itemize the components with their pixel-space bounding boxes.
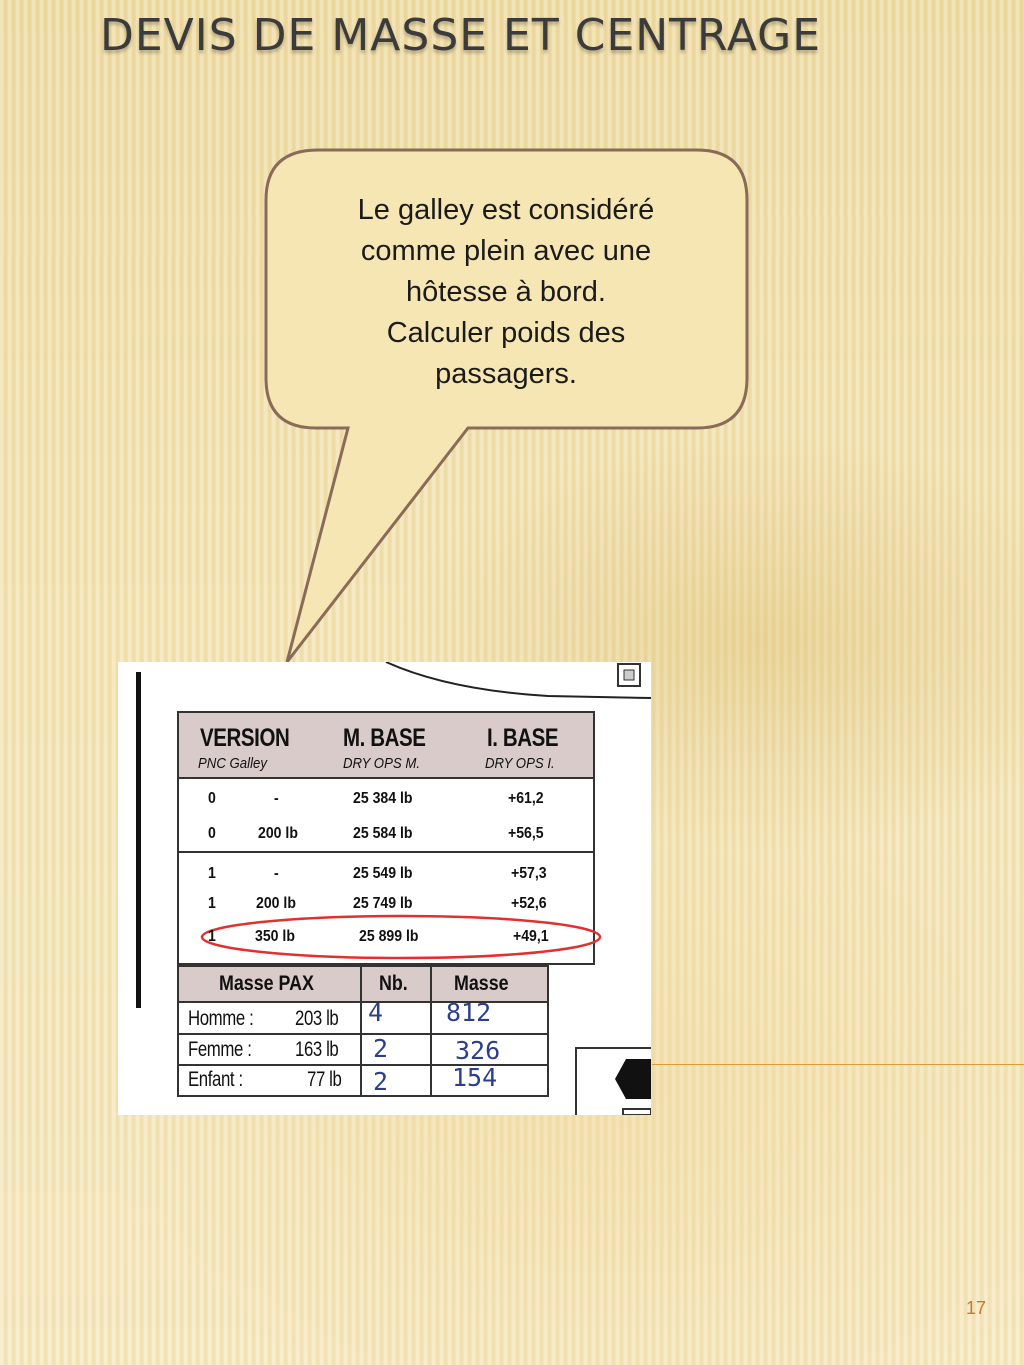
cell-pnc: 1 — [208, 928, 216, 945]
subheader-dry-ops-i: DRY OPS I. — [485, 755, 555, 772]
cell-i-base: +57,3 — [511, 865, 547, 882]
cell-galley: - — [274, 790, 279, 807]
pax-mass-enfant: 154 — [452, 1063, 498, 1092]
subheader-dry-ops-m: DRY OPS M. — [343, 755, 421, 772]
pax-label-homme: Homme : — [188, 1007, 254, 1030]
callout-line: hôtesse à bord. — [406, 276, 606, 308]
header-m-base: M. BASE — [343, 724, 426, 752]
header-version: VERSION — [200, 724, 290, 752]
cell-m-base: 25 584 lb — [353, 825, 413, 842]
pax-weight-enfant: 77 lb — [307, 1068, 342, 1091]
cell-i-base: +61,2 — [508, 790, 544, 807]
header-masse: Masse — [454, 972, 509, 995]
cell-pnc: 0 — [208, 790, 216, 807]
page-number: 17 — [966, 1298, 987, 1318]
cell-galley: 200 lb — [256, 895, 296, 912]
aircraft-outline-curve — [386, 662, 651, 698]
cell-galley: 200 lb — [258, 825, 298, 842]
pax-weight-femme: 163 lb — [295, 1038, 339, 1061]
header-nb: Nb. — [379, 972, 408, 995]
cell-pnc: 0 — [208, 825, 216, 842]
cell-pnc: 1 — [208, 865, 216, 882]
pax-count-homme: 4 — [368, 998, 384, 1027]
callout-text — [290, 190, 722, 395]
cell-i-base: +49,1 — [513, 928, 549, 945]
subheader-pnc-galley: PNC Galley — [198, 755, 267, 772]
callout-line: Le galley est considéré — [357, 194, 655, 226]
pax-label-femme: Femme : — [188, 1038, 252, 1061]
cell-m-base: 25 899 lb — [359, 928, 419, 945]
pax-count-enfant: 2 — [373, 1067, 389, 1096]
pax-count-femme: 2 — [373, 1034, 389, 1063]
callout-line: comme plein avec une — [360, 235, 652, 267]
cell-m-base: 25 549 lb — [353, 865, 413, 882]
cell-i-base: +56,5 — [508, 825, 544, 842]
pax-weight-homme: 203 lb — [295, 1007, 339, 1030]
header-masse-pax: Masse PAX — [219, 972, 314, 995]
accent-divider-line — [652, 1064, 1024, 1065]
pax-label-enfant: Enfant : — [188, 1068, 243, 1091]
cell-m-base: 25 749 lb — [353, 895, 413, 912]
cell-m-base: 25 384 lb — [353, 790, 413, 807]
mass-table-image — [118, 662, 651, 1115]
cell-i-base: +52,6 — [511, 895, 547, 912]
cell-pnc: 1 — [208, 895, 216, 912]
slide-title: DEVIS DE MASSE ET CENTRAGE — [100, 10, 822, 61]
diagram-fragment — [576, 1048, 651, 1115]
callout-line: Calculer poids des — [386, 317, 626, 349]
callout-line: passagers. — [435, 358, 577, 390]
cell-galley: 350 lb — [255, 928, 295, 945]
document-icon — [618, 664, 640, 686]
left-margin-bar — [136, 672, 141, 1008]
cell-galley: - — [274, 865, 279, 882]
header-i-base: I. BASE — [487, 724, 559, 752]
pax-mass-homme: 812 — [446, 998, 492, 1027]
pax-mass-femme: 326 — [455, 1036, 501, 1065]
